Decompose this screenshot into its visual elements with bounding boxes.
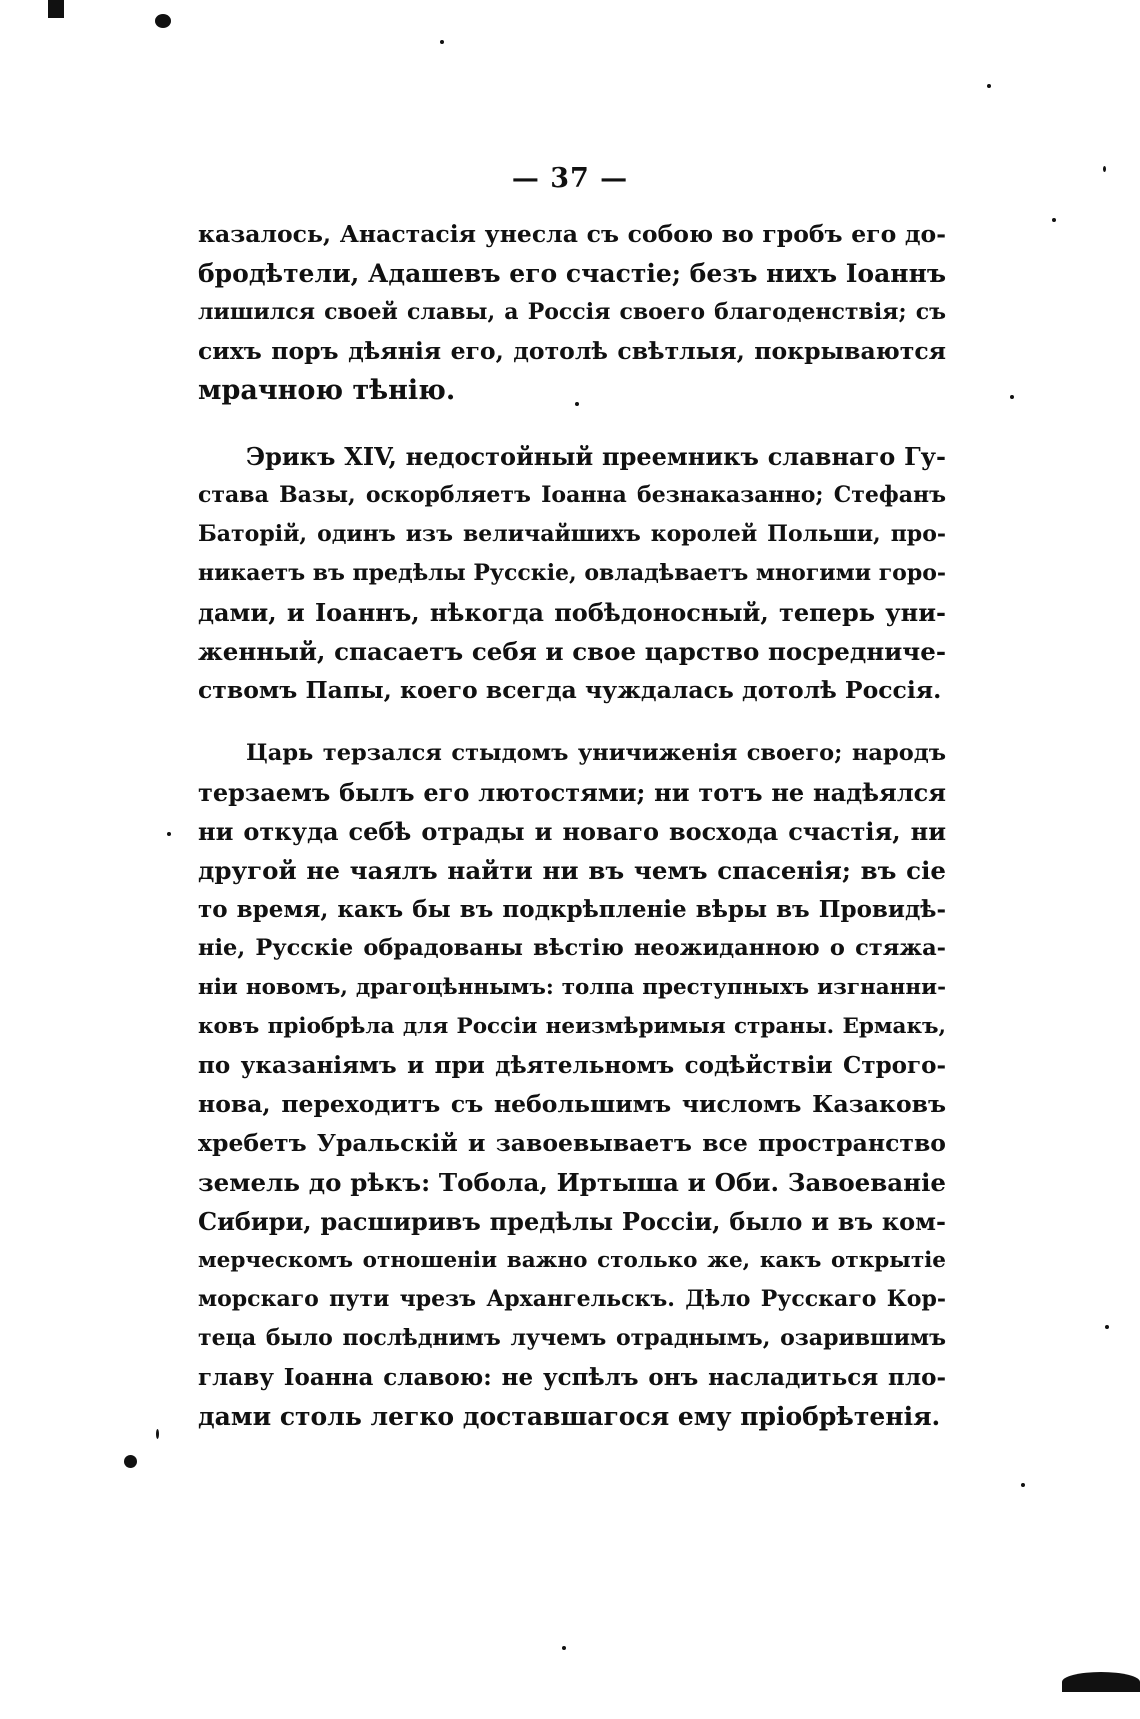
text-line: морскаго пути чрезъ Архангельскъ. Дѣло Русскаго Кор- [198,1286,946,1312]
text-line: лишился своей славы, а Россія своего благоденствія; съ [198,299,946,325]
paragraph-1 [198,215,946,410]
text-line: то время, какъ бы въ подкрѣпленіе вѣры въ Провидѣ- [198,896,946,923]
text-line: дами столь легко доставшагося ему пріобрѣтенія. [198,1402,941,1431]
text-line: женный, спасаетъ себя и свое царство посредниче- [198,637,946,666]
text-line: казалось, Анастасія унесла съ собою во гробъ его до- [198,220,946,248]
text-line: Сибири, расширивъ предѣлы Россіи, было и въ ком- [198,1207,946,1236]
page-number: — 37 — [511,163,629,194]
text-line: сихъ поръ дѣянія его, дотолѣ свѣтлыя, покрываются [198,337,946,365]
scan-speck [1021,1483,1025,1487]
scan-speck [1010,395,1014,399]
text-line: нова, переходитъ съ небольшимъ числомъ Казаковъ [198,1090,946,1118]
scan-artifact-top-left [48,0,64,18]
text-line: ковъ пріобрѣла для Россіи неизмѣримыя страны. Ермакъ, [198,1014,946,1039]
text-line: ніе, Русскіе обрадованы вѣстію неожиданною о стяжа- [198,935,946,961]
text-line: главу Іоанна славою: не успѣлъ онъ насладиться пло- [198,1364,946,1391]
scan-speck [156,1429,159,1439]
text-line: терзаемъ былъ его лютостями; ни тотъ не надѣялся [198,778,946,807]
scan-speck [155,14,171,28]
scan-speck [124,1455,137,1468]
scan-speck [1052,218,1056,222]
scan-speck [167,832,171,836]
text-line: мрачною тѣнію. [198,375,456,406]
text-line: ни откуда себѣ отрады и новаго восхода счастія, ни [198,817,946,846]
scan-speck [987,84,991,88]
paragraph-2 [198,437,946,710]
text-line: дами, и Іоаннъ, нѣкогда побѣдоносный, теперь уни- [198,598,946,627]
text-line: Царь терзался стыдомъ уничиженія своего; народъ [246,740,946,766]
text-line: хребетъ Уральскій и завоевываетъ все пространство [198,1129,946,1157]
text-line: Эрикъ XIV, недостойный преемникъ славнаго Гу- [246,442,946,471]
scan-speck [562,1646,566,1650]
text-line: става Вазы, оскорбляетъ Іоанна безнаказанно; Стефанъ [198,482,946,508]
text-line: по указаніямъ и при дѣятельномъ содѣйствіи Строго- [198,1052,946,1079]
text-line: мерческомъ отношеніи важно столько же, какъ открытіе [198,1248,946,1273]
text-line: ствомъ Папы, коего всегда чуждалась дотолѣ Россія. [198,676,942,704]
text-line: никаетъ въ предѣлы Русскіе, овладѣваетъ многими горо- [198,560,947,586]
paragraph-3 [198,734,946,1436]
text-line: ніи новомъ, драгоцѣннымъ: толпа преступныхъ изгнанни- [198,975,946,1000]
scan-speck [1105,1325,1109,1329]
text-line: теца было послѣднимъ лучемъ отраднымъ, озарившимъ [198,1325,946,1351]
text-line: другой не чаялъ найти ни въ чемъ спасенія; въ сіе [198,856,946,885]
scan-artifact-bottom-right [1062,1672,1140,1692]
text-line: земель до рѣкъ: Тобола, Иртыша и Оби. Завоеваніе [198,1168,946,1197]
text-line: бродѣтели, Адашевъ его счастіе; безъ нихъ Іоаннъ [198,259,947,288]
text-line: Баторій, одинъ изъ величайшихъ королей Польши, про- [198,521,946,547]
scan-speck [440,40,444,44]
